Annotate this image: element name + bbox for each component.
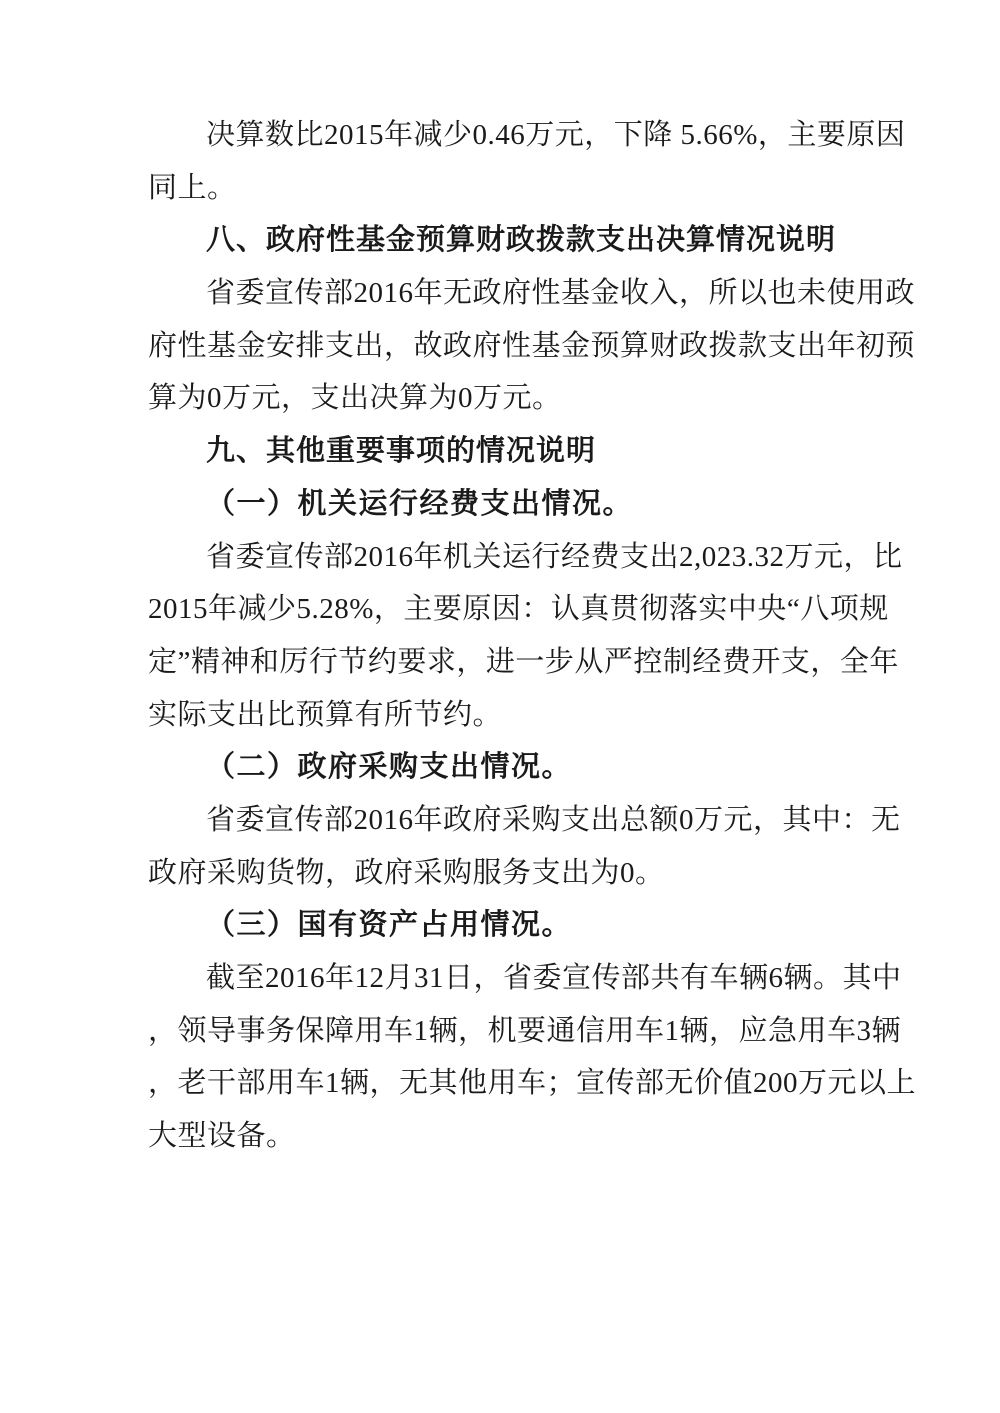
paragraph-line: ，老干部用车1辆，无其他用车；宣传部无价值200万元以上 xyxy=(148,1067,917,1100)
subsection-heading-3: （三）国有资产占用情况。 xyxy=(206,909,573,942)
paragraph-line: ，领导事务保障用车1辆，机要通信用车1辆，应急用车3辆 xyxy=(148,1014,902,1047)
paragraph-line: 省委宣传部2016年无政府性基金收入，所以也未使用政 xyxy=(206,277,916,310)
subsection-heading-2: （二）政府采购支出情况。 xyxy=(206,751,573,784)
section-heading-8: 八、政府性基金预算财政拨款支出决算情况说明 xyxy=(206,224,837,257)
paragraph-line: 2015年减少5.28%，主要原因：认真贯彻落实中央“八项规 xyxy=(148,593,889,626)
paragraph-line: 算为0万元，支出决算为0万元。 xyxy=(148,382,562,415)
document-body xyxy=(148,109,917,1163)
subsection-heading-1: （一）机关运行经费支出情况。 xyxy=(206,487,634,520)
paragraph-line: 截至2016年12月31日，省委宣传部共有车辆6辆。其中 xyxy=(206,962,902,994)
paragraph-line: 大型设备。 xyxy=(148,1120,296,1153)
paragraph-line: 省委宣传部2016年政府采购支出总额0万元，其中：无 xyxy=(206,803,901,836)
paragraph-line: 决算数比2015年减少0.46万元，下降 5.66%，主要原因 xyxy=(206,119,906,151)
paragraph-line: 定”精神和厉行节约要求，进一步从严控制经费开支，全年 xyxy=(148,645,899,678)
section-heading-9: 九、其他重要事项的情况说明 xyxy=(206,435,597,468)
paragraph-line: 省委宣传部2016年机关运行经费支出2,023.32万元，比 xyxy=(206,540,903,573)
paragraph-line: 同上。 xyxy=(148,171,237,204)
paragraph-line: 府性基金安排支出，故政府性基金预算财政拨款支出年初预 xyxy=(148,329,916,362)
paragraph-line: 政府采购货物，政府采购服务支出为0。 xyxy=(148,856,665,889)
paragraph-line: 实际支出比预算有所节约。 xyxy=(148,698,503,731)
